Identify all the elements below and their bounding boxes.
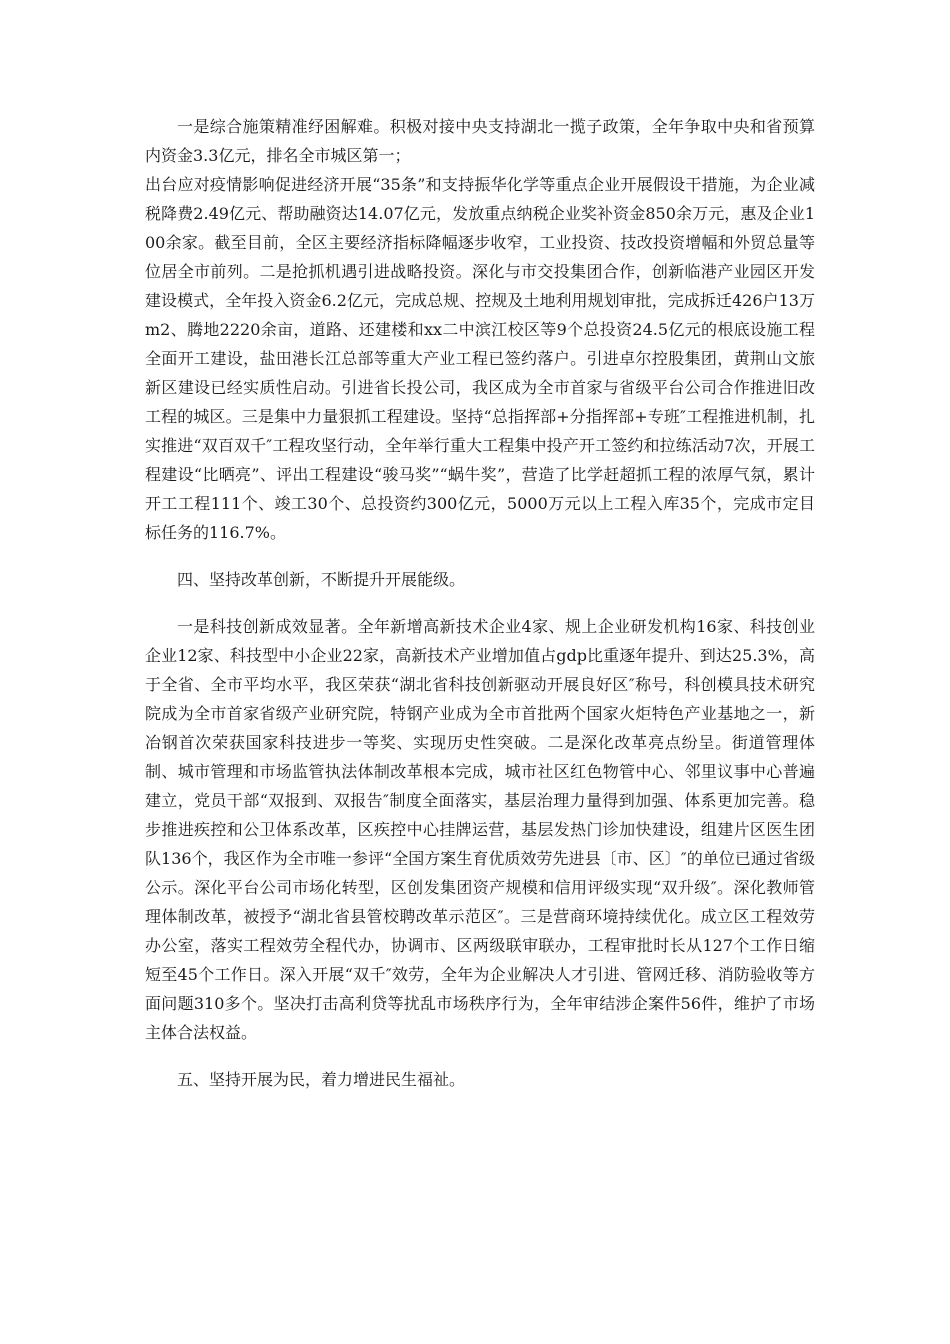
paragraph-3: 一是科技创新成效显著。全年新增高新技术企业4家、规上企业研发机构16家、科技创业企业12家、科技型中小企业22家，高新技术产业增加值占gdp比重逐年提升、到达25.3%，高于全省、全市平均水平，我区荣获“湖北省科技创新驱动开展良好区″称号，科创模具技术研究院成为全市首家省级产业研究院，特钢产业成为全市首批两个国家火炬特色产业基地之一，新冶钢首次荣获国家科技进步一等奖、实现历史性突破。二是深化改革亮点纷呈。街道管理体制、城市管理和市场监管执法体制改革根本完成，城市社区红色物管中心、邻里议事中心普遍建立，党员干部“双报到、双报告″制度全面落实，基层治理力量得到加强、体系更加完善。稳步推进疾控和公卫体系改革，区疾控中心挂牌运营，基层发热门诊加快建设，组建片区医生团队136个，我区作为全市唯一参评“全国方案生育优质效劳先进县〔市、区〕″的单位已通过省级公示。深化平台公司市场化转型，区创发集团资产规模和信用评级实现“双升级″。深化教师管理体制改革，被授予“湖北省县管校聘改革示范区″。三是营商环境持续优化。成立区工程效劳办公室，落实工程效劳全程代办，协调市、区两级联审联办，工程审批时长从127个工作日缩短至45个工作日。深入开展“双千″效劳，全年为企业解决人才引进、管网迁移、消防验收等方面问题310多个。坚决打击高利贷等扰乱市场秩序行为，全年审结涉企案件56件，维护了市场主体合法权益。 — [145, 617, 815, 1042]
section-heading-5: 五、坚持开展为民，着力增进民生福祉。 — [177, 1070, 466, 1089]
document-page — [145, 112, 815, 1094]
section-heading-4: 四、坚持改革创新，不断提升开展能级。 — [177, 570, 466, 589]
paragraph-1: 一是综合施策精准纾困解难。积极对接中央支持湖北一揽子政策，全年争取中央和省预算内资金3.3亿元，排名全市城区第一； — [145, 117, 815, 165]
paragraph-2: 出台应对疫情影响促进经济开展“35条”和支持振华化学等重点企业开展假设干措施，为企业减税降费2.49亿元、帮助融资达14.07亿元，发放重点纳税企业奖补资金850余万元，惠及企业100余家。截至目前，全区主要经济指标降幅逐步收窄，工业投资、技改投资增幅和外贸总量等位居全市前列。二是抢抓机遇引进战略投资。深化与市交投集团合作，创新临港产业园区开发建设模式，全年投入资金6.2亿元，完成总规、控规及土地利用规划审批，完成拆迁426户13万m2、腾地2220余亩，道路、还建楼和xx二中滨江校区等9个总投资24.5亿元的根底设施工程全面开工建设，盐田港长江总部等重大产业工程已签约落户。引进卓尔控股集团，黄荆山文旅新区建设已经实质性启动。引进省长投公司，我区成为全市首家与省级平台公司合作推进旧改工程的城区。三是集中力量狠抓工程建设。坚持“总指挥部+分指挥部+专班″工程推进机制，扎实推进“双百双千″工程攻坚行动，全年举行重大工程集中投产开工签约和拉练活动7次，开展工程建设“比晒亮”、评出工程建设“骏马奖”“蜗牛奖”，营造了比学赶超抓工程的浓厚气氛，累计开工工程111个、竣工30个、总投资约300亿元，5000万元以上工程入库35个，完成市定目标任务的116.7%。 — [145, 175, 815, 542]
